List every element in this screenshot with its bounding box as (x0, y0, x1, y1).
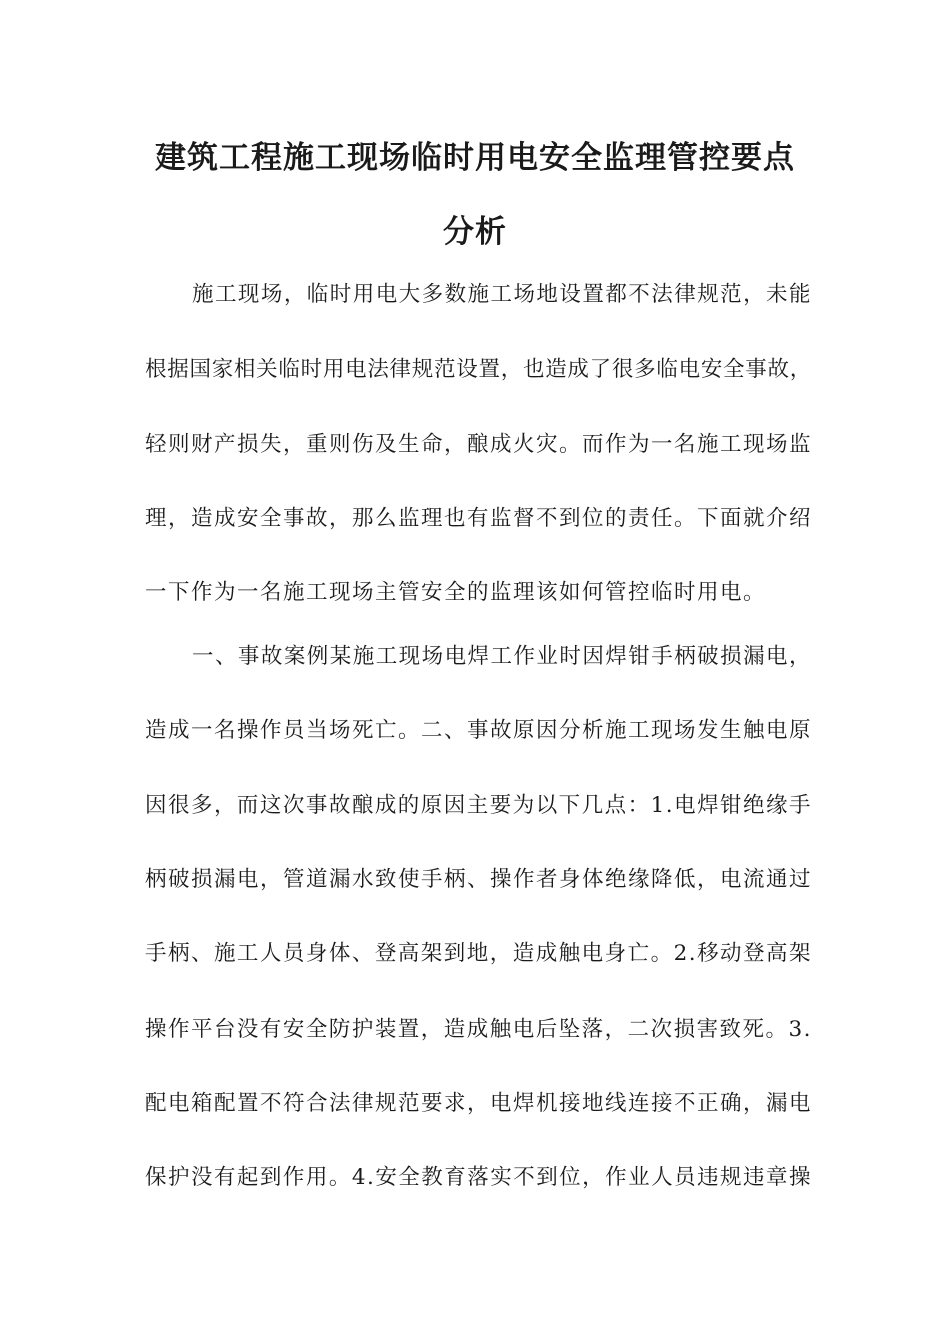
paragraph-2-line-3: 因很多，而这次事故酿成的原因主要为以下几点：1.电焊钳绝缘手 (145, 793, 812, 818)
paragraph-1-line-2: 根据国家相关临时用电法律规范设置，也造成了很多临电安全事故， (145, 357, 812, 382)
paragraph-1-line-1: 施工现场，临时用电大多数施工场地设置都不法律规范，未能 (192, 282, 812, 307)
paragraph-1-line-5: 一下作为一名施工现场主管安全的监理该如何管控临时用电。 (145, 580, 767, 605)
paragraph-2-line-6: 操作平台没有安全防护装置，造成触电后坠落，二次损害致死。3. (145, 1017, 812, 1042)
paragraph-2-line-1: 一、事故案例某施工现场电焊工作业时因焊钳手柄破损漏电， (192, 644, 812, 669)
paragraph-2-line-2: 造成一名操作员当场死亡。二、事故原因分析施工现场发生触电原 (145, 718, 812, 743)
paragraph-1-line-3: 轻则财产损失，重则伤及生命，酿成火灾。而作为一名施工现场监 (145, 432, 812, 457)
paragraph-2-line-4: 柄破损漏电，管道漏水致使手柄、操作者身体绝缘降低，电流通过 (145, 867, 812, 892)
paragraph-2-line-8: 保护没有起到作用。4.安全教育落实不到位，作业人员违规违章操 (145, 1165, 812, 1190)
document-title-line-2: 分析 (443, 214, 507, 250)
paragraph-1-line-4: 理，造成安全事故，那么监理也有监督不到位的责任。下面就介绍 (145, 506, 812, 531)
document-title-line-1: 建筑工程施工现场临时用电安全监理管控要点 (155, 140, 795, 176)
paragraph-2-line-7: 配电箱配置不符合法律规范要求，电焊机接地线连接不正确，漏电 (145, 1091, 812, 1116)
paragraph-2-line-5: 手柄、施工人员身体、登高架到地，造成触电身亡。2.移动登高架 (145, 941, 812, 966)
